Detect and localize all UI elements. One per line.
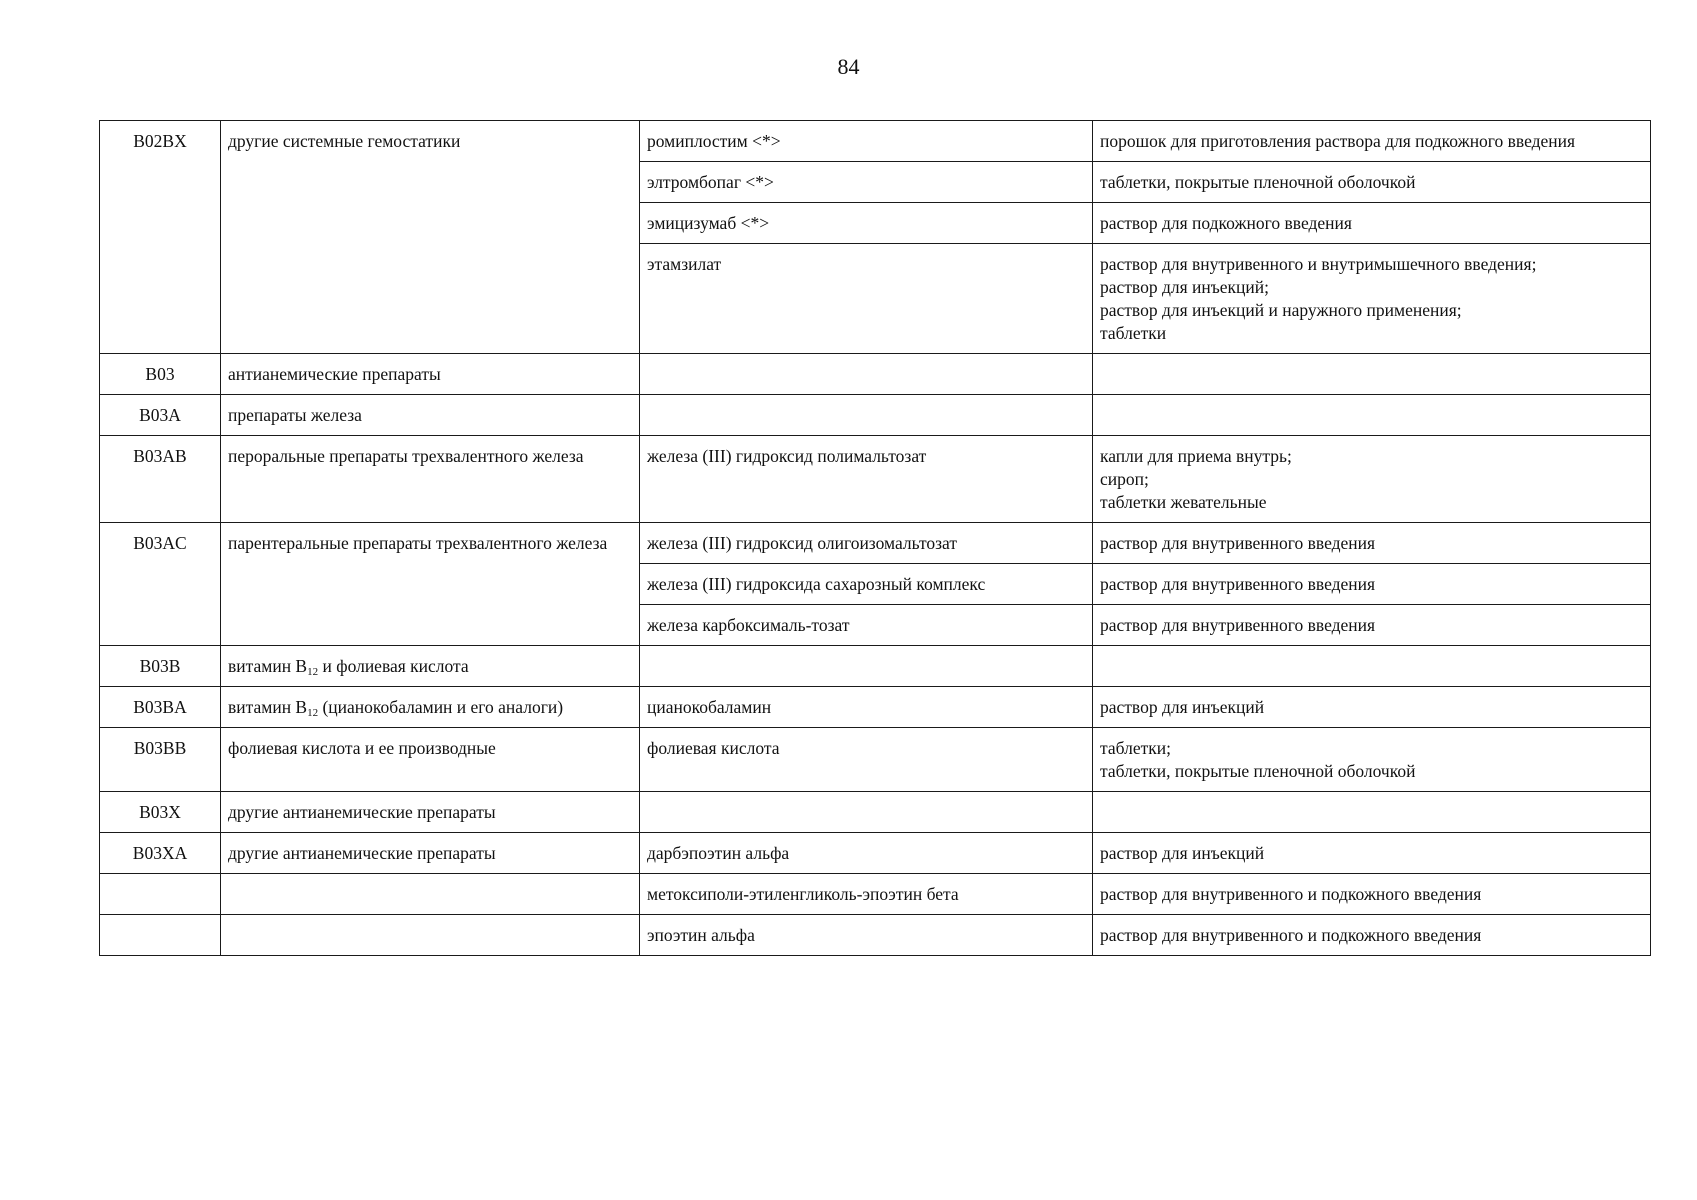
table-row xyxy=(100,354,1651,395)
form-line: таблетки, покрытые пленочной оболочкой xyxy=(1100,761,1416,781)
table-row xyxy=(100,915,1651,956)
atc-code-cell: B03A xyxy=(100,395,221,436)
drug-name-cell: ромиплостим <*> xyxy=(640,121,1093,162)
dosage-form-cell: раствор для внутривенного и подкожного введения xyxy=(1093,915,1651,956)
form-line: раствор для внутривенного и внутримышечного введения; xyxy=(1100,254,1537,274)
drug-name-cell: фолиевая кислота xyxy=(640,728,1093,792)
form-line: раствор для инъекций и наружного применения; xyxy=(1100,300,1462,320)
dosage-form-cell xyxy=(1093,354,1651,395)
atc-group-cell: пероральные препараты трехвалентного железа xyxy=(221,436,640,523)
drug-name-cell: железа (III) гидроксид полимальтозат xyxy=(640,436,1093,523)
atc-group-cell xyxy=(221,915,640,956)
atc-code-cell: B02BX xyxy=(100,121,221,354)
drug-name-cell: этамзилат xyxy=(640,244,1093,354)
drug-name-cell: железа (III) гидроксид олигоизомальтозат xyxy=(640,523,1093,564)
group-text: и фолиевая кислота xyxy=(318,656,469,676)
dosage-form-cell: раствор для внутривенного введения xyxy=(1093,605,1651,646)
form-line: таблетки жевательные xyxy=(1100,492,1267,512)
dosage-form-cell: раствор для внутривенного и подкожного введения xyxy=(1093,874,1651,915)
table-row xyxy=(100,728,1651,792)
drug-name-cell: метоксиполи-этиленгликоль-эпоэтин бета xyxy=(640,874,1093,915)
atc-group-cell: препараты железа xyxy=(221,395,640,436)
table-row xyxy=(100,833,1651,874)
form-line: таблетки xyxy=(1100,323,1167,343)
drug-name-cell xyxy=(640,395,1093,436)
form-line: сироп; xyxy=(1100,469,1149,489)
table-row xyxy=(100,121,1651,162)
dosage-form-cell: раствор для внутривенного введения xyxy=(1093,564,1651,605)
atc-group-cell: другие антианемические препараты xyxy=(221,833,640,874)
drug-name-cell xyxy=(640,354,1093,395)
dosage-form-cell xyxy=(1093,395,1651,436)
drug-name-cell: эпоэтин альфа xyxy=(640,915,1093,956)
atc-code-cell xyxy=(100,915,221,956)
table-row xyxy=(100,687,1651,728)
atc-code-cell: B03AC xyxy=(100,523,221,646)
dosage-form-cell: раствор для инъекций xyxy=(1093,687,1651,728)
atc-code-cell: B03XA xyxy=(100,833,221,874)
atc-group-cell: парентеральные препараты трехвалентного железа xyxy=(221,523,640,646)
drug-name-cell xyxy=(640,792,1093,833)
form-line: таблетки; xyxy=(1100,738,1171,758)
table-row xyxy=(100,874,1651,915)
dosage-form-cell xyxy=(1093,728,1651,792)
table-row xyxy=(100,436,1651,523)
form-line: раствор для инъекций; xyxy=(1100,277,1270,297)
table-row xyxy=(100,523,1651,564)
table-row xyxy=(100,792,1651,833)
page-number: 84 xyxy=(837,54,860,79)
group-subscript: 12 xyxy=(307,666,319,678)
atc-group-cell xyxy=(221,646,640,687)
drug-table xyxy=(99,120,1651,956)
atc-code-cell: B03 xyxy=(100,354,221,395)
drug-name-cell: цианокобаламин xyxy=(640,687,1093,728)
atc-code-cell: B03BA xyxy=(100,687,221,728)
group-text: (цианокобаламин и его аналоги) xyxy=(318,697,564,717)
dosage-form-cell: порошок для приготовления раствора для подкожного введения xyxy=(1093,121,1651,162)
atc-group-cell: другие системные гемостатики xyxy=(221,121,640,354)
drug-name-cell: железа карбоксималь-тозат xyxy=(640,605,1093,646)
table-row xyxy=(100,646,1651,687)
dosage-form-cell: раствор для подкожного введения xyxy=(1093,203,1651,244)
dosage-form-cell xyxy=(1093,792,1651,833)
group-text: витамин B xyxy=(228,656,308,676)
drug-name-cell: дарбэпоэтин альфа xyxy=(640,833,1093,874)
drug-name-cell: элтромбопаг <*> xyxy=(640,162,1093,203)
dosage-form-cell xyxy=(1093,646,1651,687)
atc-group-cell xyxy=(221,687,640,728)
drug-name-cell: эмицизумаб <*> xyxy=(640,203,1093,244)
form-line: капли для приема внутрь; xyxy=(1100,446,1292,466)
atc-code-cell: B03BB xyxy=(100,728,221,792)
dosage-form-cell xyxy=(1093,244,1651,354)
atc-group-cell: антианемические препараты xyxy=(221,354,640,395)
atc-code-cell: B03B xyxy=(100,646,221,687)
atc-code-cell xyxy=(100,874,221,915)
dosage-form-cell: таблетки, покрытые пленочной оболочкой xyxy=(1093,162,1651,203)
atc-code-cell: B03AB xyxy=(100,436,221,523)
atc-code-cell: B03X xyxy=(100,792,221,833)
drug-name-cell xyxy=(640,646,1093,687)
dosage-form-cell xyxy=(1093,436,1651,523)
group-text: витамин B xyxy=(228,697,308,717)
atc-group-cell: другие антианемические препараты xyxy=(221,792,640,833)
table-row xyxy=(100,395,1651,436)
atc-group-cell: фолиевая кислота и ее производные xyxy=(221,728,640,792)
group-subscript: 12 xyxy=(307,707,319,719)
drug-name-cell: железа (III) гидроксида сахарозный комплекс xyxy=(640,564,1093,605)
dosage-form-cell: раствор для внутривенного введения xyxy=(1093,523,1651,564)
atc-group-cell xyxy=(221,874,640,915)
dosage-form-cell: раствор для инъекций xyxy=(1093,833,1651,874)
